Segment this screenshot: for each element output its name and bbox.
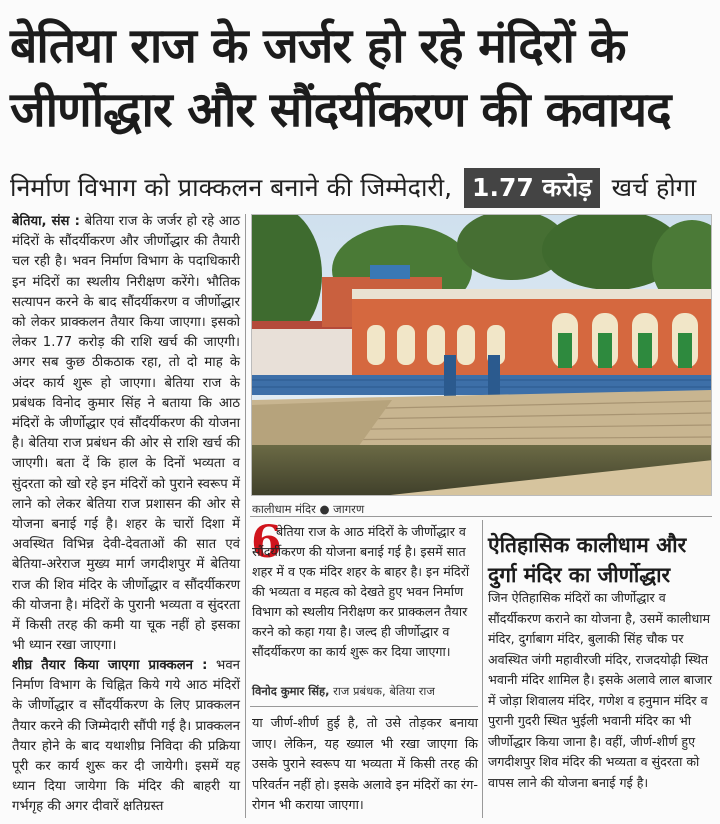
- main-story-body: बेतिया राज के जर्जर हो रहे आठ मंदिरों के सौंदर्यीकरण और जीर्णोद्धार की तैयारी चल रही है। भवन निर्माण विभाग के पदाधिकारी इन मंदिरों का स्थलीय निरीक्षण करेंगे। भौतिक सत्यापन करने के बाद सौंदर्यीकरण व जीर्णोद्धार को लेकर प्राक्कलन तैयार किया जाएगा। इसको लेकर 1.77 करोड़ की राशि खर्च की जाएगी। अगर सब कुछ ठीकठाक रहा, तो दो माह के अंदर कार्य शुरू हो जाएगा। बेतिया राज के प्रबंधक विनोद कुमार सिंह ने बताया कि आठ मंदिरों के जीर्णोद्धार एवं सौंदर्यीकरण की योजना है। बेतिया राज प्रबंधन की ओर से राशि खर्च की जाएगी। बता दें कि हाल के दिनों भव्यता व सुंदरता को खो रहे इन मंदिरों को पुराने स्वरूप में लाने को लेकर बेतिया राज प्रशासन की ओर से योजना बनाई गई है। शहर के चारों दिशा में अवस्थित विभिन्न देवी-देवताओं की सात एवं बेतिया-अरेराज मुख्य मार्ग जगदीशपुर में बेतिया राज की शिव मंदिर के जीर्णोद्धार व सौंदर्यीकरण की योजना है। मंदिरों के पुरानी भव्यता व सुंदरता में किसी तरह की कमी या चूक नहीं हो इसका भी ध्यान रखा जाएगा।: [12, 214, 240, 654]
- headline: [10, 14, 710, 142]
- caption-divider: [250, 516, 712, 517]
- section-subheading: शीघ्र तैयार किया जाएगा प्राक्कलन :: [12, 658, 208, 673]
- quote-mark: 6: [251, 517, 282, 568]
- quote-divider: [250, 706, 478, 707]
- pull-quote-text: बेतिया राज के आठ मंदिरों के जीर्णोद्धार व सौंदर्यीकरण की योजना बनाई गई है। इसमें सात शहर में व एक मंदिर शहर के बाहर है। इन मंदिरों की भव्यता व महत्व को देखते हुए भवन निर्माण विभाग को स्थलीय निरीक्षण कर प्राक्कलन तैयार करने को कहा गया है। जल्द ही जीर्णोद्धार व सौंदर्यीकरण का कार्य शुरू कर दिया जाएगा।: [252, 524, 470, 659]
- sidebar-body: जिन ऐतिहासिक मंदिरों का जीर्णोद्धार व सौंदर्यीकरण कराने का योजना है, उसमें कालीधाम मंदिर, दुर्गाबाग मंदिर, बुलाकी सिंह चौक पर अवस्थित जंगी महावीरजी मंदिर, राजदयोढ़ी स्थित भवानी मंदिर शामिल है। इसके अलावे लाल बाजार में जोड़ा शिवालय मंदिर, गणेश व हनुमान मंदिर व पुरानी गुदरी स्थित भुईली भवानी मंदिर का भी जीर्णोद्धार किया जाना है। वहीं, जीर्ण-शीर्ण हुए जगदीशपुर शिव मंदिर की भव्यता व सुंदरता को वापस लाने की योजना बनाई गई है।: [488, 590, 712, 790]
- quote-designation: राज प्रबंधक, बेतिया राज: [333, 684, 435, 698]
- subhead-text: निर्माण विभाग को प्राक्कलन बनाने की जिम्मेदारी,: [10, 173, 453, 202]
- quote-byline: [252, 684, 435, 699]
- column-divider: [245, 214, 246, 818]
- main-story-continued: या जीर्ण-शीर्ण हुई है, तो उसे तोड़कर बनाया जाए। लेकिन, यह ख्याल भी रखा जाएगा कि उसके पुराने स्वरूप या भव्यता में किसी तरह की परिवर्तन नहीं हो। इसके अलावे इन मंदिरों का रंग-रोगन भी कराया जाएगा।: [252, 716, 478, 814]
- sidebar-body-column: [488, 588, 712, 793]
- subhead-tail: खर्च होगा: [611, 173, 697, 202]
- temple-photo: [251, 214, 712, 496]
- headline-line-2: जीर्णोद्धार और सौंदर्यीकरण की कवायद: [10, 82, 671, 138]
- main-story-column-2: [252, 714, 478, 817]
- amount-highlight: 1.77 करोड़: [464, 168, 600, 208]
- photo-caption: कालीधाम मंदिर ● जागरण: [252, 502, 365, 516]
- subheadline: [10, 168, 714, 208]
- pull-quote: [251, 517, 478, 662]
- main-story-column-1: [12, 212, 240, 656]
- dateline: बेतिया, संस :: [12, 214, 80, 229]
- main-story-column-1b: [12, 656, 240, 818]
- temple-photo-illustration: [252, 215, 712, 496]
- sidebar-divider: [482, 520, 483, 818]
- sidebar-heading: ऐतिहासिक कालीधाम और दुर्गा मंदिर का जीर्णोद्धार: [488, 533, 687, 587]
- quote-author: विनोद कुमार सिंह,: [252, 684, 330, 698]
- headline-line-1: बेतिया राज के जर्जर हो रहे मंदिरों के: [10, 18, 626, 74]
- section-body: भवन निर्माण विभाग के चिह्नित किये गये आठ मंदिरों के जीर्णोद्धार व सौंदर्यीकरण के लिए प्राक्कलन तैयार करने की जिम्मेदारी सौंपी गई है। प्राक्कलन तैयार होने के बाद यथाशीघ्र निविदा की प्रक्रिया पूरी कर कार्य शुरू कर दी जायेगी। इसमें यह ध्यान दिया जायेगा कि मंदिर की बाहरी या गर्भगृह की अगर दीवारें क्षतिग्रस्त: [12, 658, 240, 815]
